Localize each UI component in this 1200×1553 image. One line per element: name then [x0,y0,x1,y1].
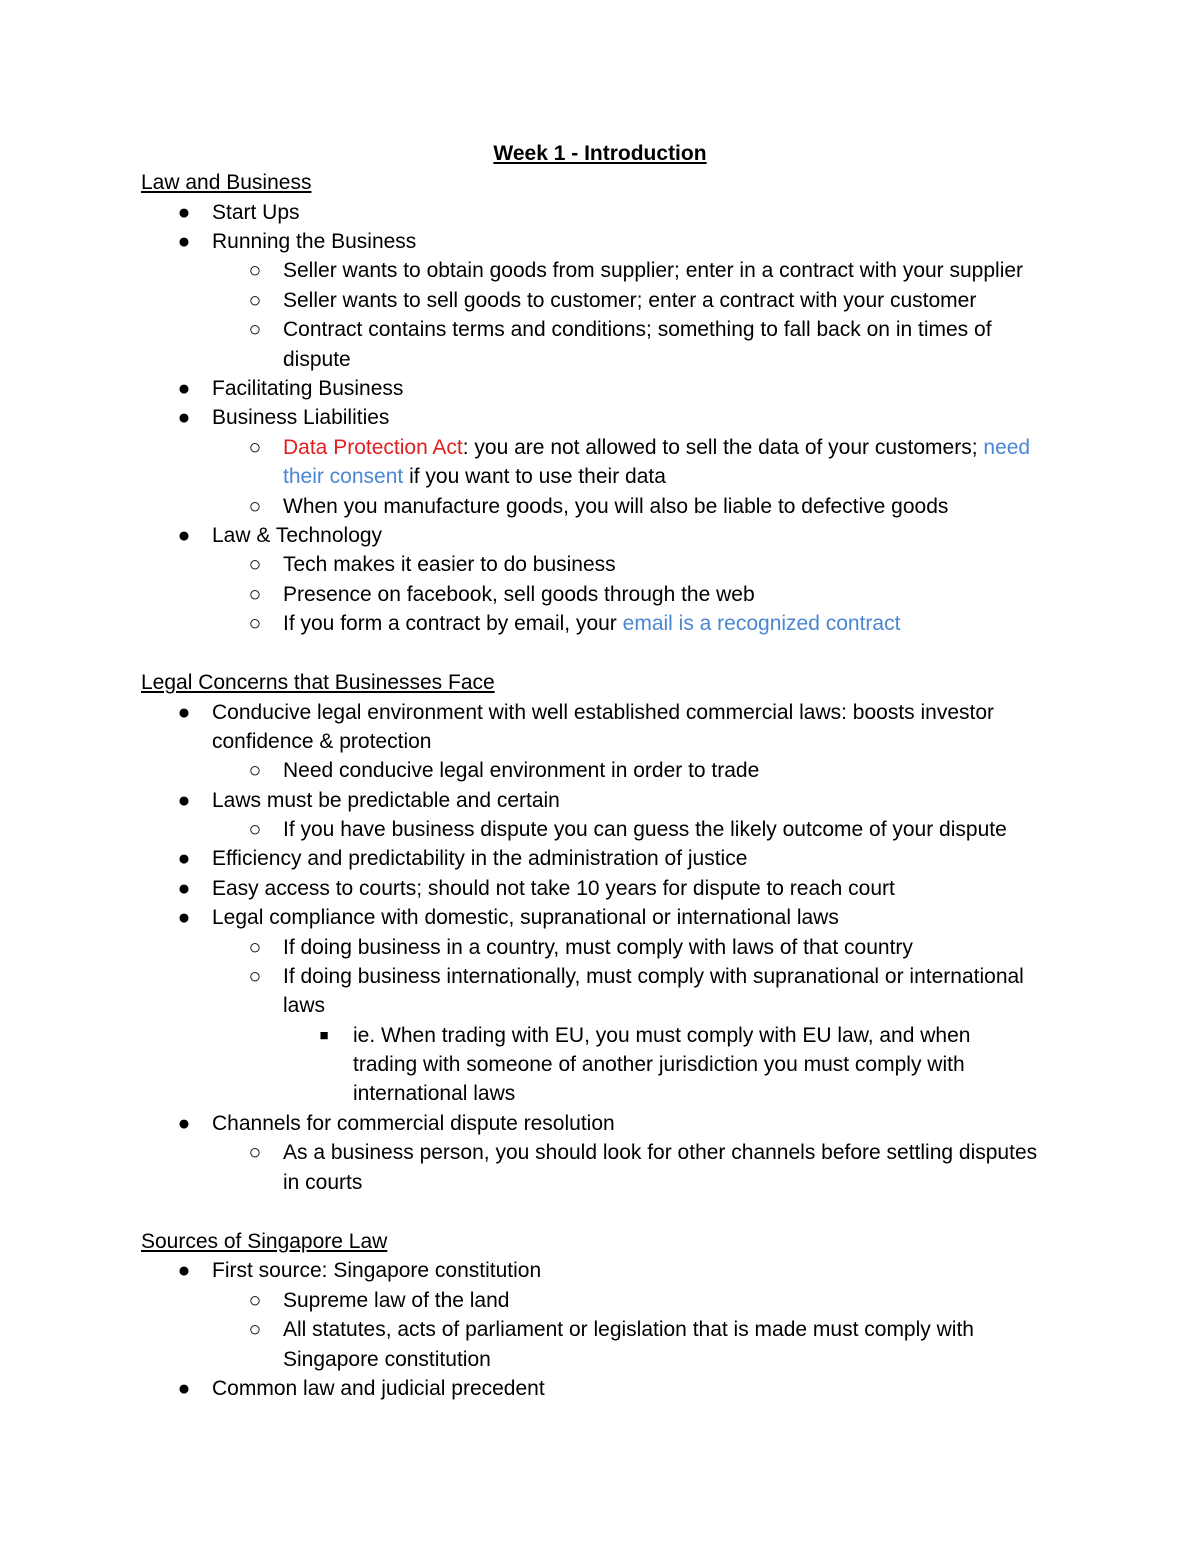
bullet-icon: ● [177,877,191,900]
hollow-bullet-icon: ○ [248,436,262,459]
hollow-bullet-icon: ○ [248,495,262,518]
highlight-data-protection-act: Data Protection Act [283,436,463,459]
hollow-bullet-icon: ○ [248,759,262,782]
text-span: If you form a contract by email, your [283,612,623,635]
list-item-continuation: trading with someone of another jurisdiction you must comply with [353,1053,965,1076]
bullet-icon: ● [177,906,191,929]
bullet-icon: ● [177,524,191,547]
list-item: Law & Technology [212,524,383,547]
list-item: Start Ups [212,201,300,224]
list-item: As a business person, you should look for other channels before settling disputes [283,1141,1038,1164]
hollow-bullet-icon: ○ [248,259,262,282]
list-item: First source: Singapore constitution [212,1259,542,1282]
hollow-bullet-icon: ○ [248,612,262,635]
bullet-icon: ● [177,1377,191,1400]
text-span: : you are not allowed to sell the data of your customers; [462,436,984,459]
list-item: Laws must be predictable and certain [212,789,560,812]
list-item: Seller wants to sell goods to customer; enter a contract with your customer [283,289,977,312]
list-item-continuation: international laws [353,1082,516,1105]
list-item-continuation [283,464,666,490]
hollow-bullet-icon: ○ [248,583,262,606]
list-item: Conducive legal environment with well established commercial laws: boosts investor [212,701,995,724]
bullet-icon: ● [177,230,191,253]
list-item: Easy access to courts; should not take 10 years for dispute to reach court [212,877,895,900]
bullet-icon: ● [177,201,191,224]
hollow-bullet-icon: ○ [248,1141,262,1164]
bullet-icon: ● [177,701,191,724]
list-item-continuation: laws [283,994,326,1017]
bullet-icon: ● [177,1112,191,1135]
square-bullet-icon: ■ [319,1027,329,1044]
bullet-icon: ● [177,847,191,870]
bullet-icon: ● [177,406,191,429]
hollow-bullet-icon: ○ [248,318,262,341]
bullet-icon: ● [177,789,191,812]
hollow-bullet-icon: ○ [248,818,262,841]
list-item: Presence on facebook, sell goods through the web [283,583,755,606]
list-item: Efficiency and predictability in the administration of justice [212,847,748,870]
list-item-continuation: dispute [283,348,351,371]
list-item: If you have business dispute you can guess the likely outcome of your dispute [283,818,1007,841]
hollow-bullet-icon: ○ [248,289,262,312]
list-item: All statutes, acts of parliament or legislation that is made must comply with [283,1318,974,1341]
text-span: if you want to use their data [403,465,666,488]
bullet-icon: ● [177,377,191,400]
highlight-their-consent: their consent [283,465,404,488]
highlight-email-contract: email is a recognized contract [622,612,901,635]
page-title: Week 1 - Introduction [493,142,707,165]
hollow-bullet-icon: ○ [248,553,262,576]
list-item: Legal compliance with domestic, supranational or international laws [212,906,839,929]
list-item: Running the Business [212,230,417,253]
list-item: Tech makes it easier to do business [283,553,616,576]
list-item: Common law and judicial precedent [212,1377,545,1400]
hollow-bullet-icon: ○ [248,1318,262,1341]
highlight-need-consent: need [983,436,1031,459]
list-item: When you manufacture goods, you will also be liable to defective goods [283,495,949,518]
list-item: Contract contains terms and conditions; something to fall back on in times of [283,318,992,341]
list-item-continuation: confidence & protection [212,730,432,753]
hollow-bullet-icon: ○ [248,1289,262,1312]
list-item-continuation: Singapore constitution [283,1348,491,1371]
section-heading-law-and-business: Law and Business [141,171,312,194]
list-item: Supreme law of the land [283,1289,510,1312]
list-item [283,611,900,637]
list-item: Seller wants to obtain goods from supplier; enter in a contract with your supplier [283,259,1024,282]
list-item-continuation: in courts [283,1171,363,1194]
list-item: ie. When trading with EU, you must comply with EU law, and when [353,1024,971,1047]
list-item: Channels for commercial dispute resolution [212,1112,615,1135]
list-item: If doing business internationally, must comply with supranational or international [283,965,1024,988]
list-item: Facilitating Business [212,377,404,400]
hollow-bullet-icon: ○ [248,936,262,959]
list-item: Need conducive legal environment in order to trade [283,759,760,782]
section-heading-legal-concerns: Legal Concerns that Businesses Face [141,671,495,694]
list-item: If doing business in a country, must comply with laws of that country [283,936,913,959]
hollow-bullet-icon: ○ [248,965,262,988]
bullet-icon: ● [177,1259,191,1282]
section-heading-sources-of-law: Sources of Singapore Law [141,1230,388,1253]
list-item [283,435,1030,461]
list-item: Business Liabilities [212,406,390,429]
